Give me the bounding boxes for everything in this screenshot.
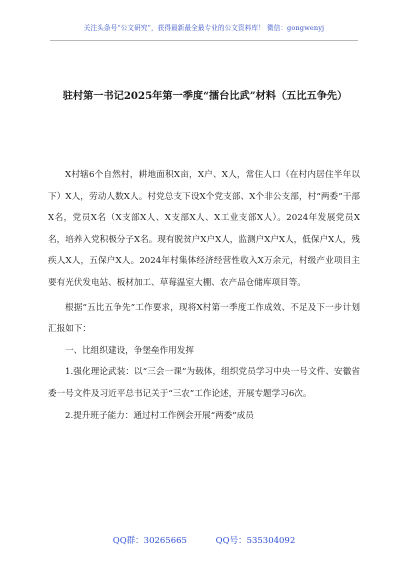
paragraph-item-1: 1.强化理论武装：以“三会一课”为载体，组织党员学习中央一号文件、安徽省委一号文件及习近平总书记关于“三农”工作论述，开展专题学习6次。 — [48, 367, 360, 399]
section-heading: 一、比组织建设，争堡垒作用发挥 — [65, 345, 194, 356]
document-title: 驻村第一书记2025年第一季度“擂台比武”材料（五比五争先） — [62, 90, 348, 102]
qq-group-label: QQ群：30265665 — [112, 536, 187, 546]
paragraph-village-overview: X村辖6个自然村，耕地面积X亩，X户、X人，常住人口（在村内居住半年以下）X人，劳动人数X人。村党总支下设X个党支部、X个非公支部，村“两委”干部X名，党员X名（X支部X人、X支部X人、X工业支部X人）。2024年发展党员X名，培养入党积极分子X名。现有脱贫户X户X人，监测户X户X人，低保户X人，残疾人X人，五保户X人。2024年村集体经济经营性收入X万余元，村级产业项目主要有光伏发电站、板材加工、草莓温室大棚、农产品仓储库项目等。 — [48, 170, 360, 288]
footer-contact — [0, 534, 408, 546]
header-banner: 关注头条号“公文研究”，获得最新最全最专业的公文资料库！ 微信：gongwenyj — [83, 24, 325, 32]
document-body — [48, 165, 360, 427]
header-divider — [50, 40, 358, 41]
paragraph-intro: 根据“五比五争先”工作要求，现将X村第一季度工作成效、不足及下一步计划汇报如下： — [48, 302, 360, 335]
qq-number-label: QQ号：535304092 — [215, 536, 296, 546]
paragraph-item-2: 2.提升班子能力：通过村工作例会开展“两委”成员 — [65, 410, 254, 421]
